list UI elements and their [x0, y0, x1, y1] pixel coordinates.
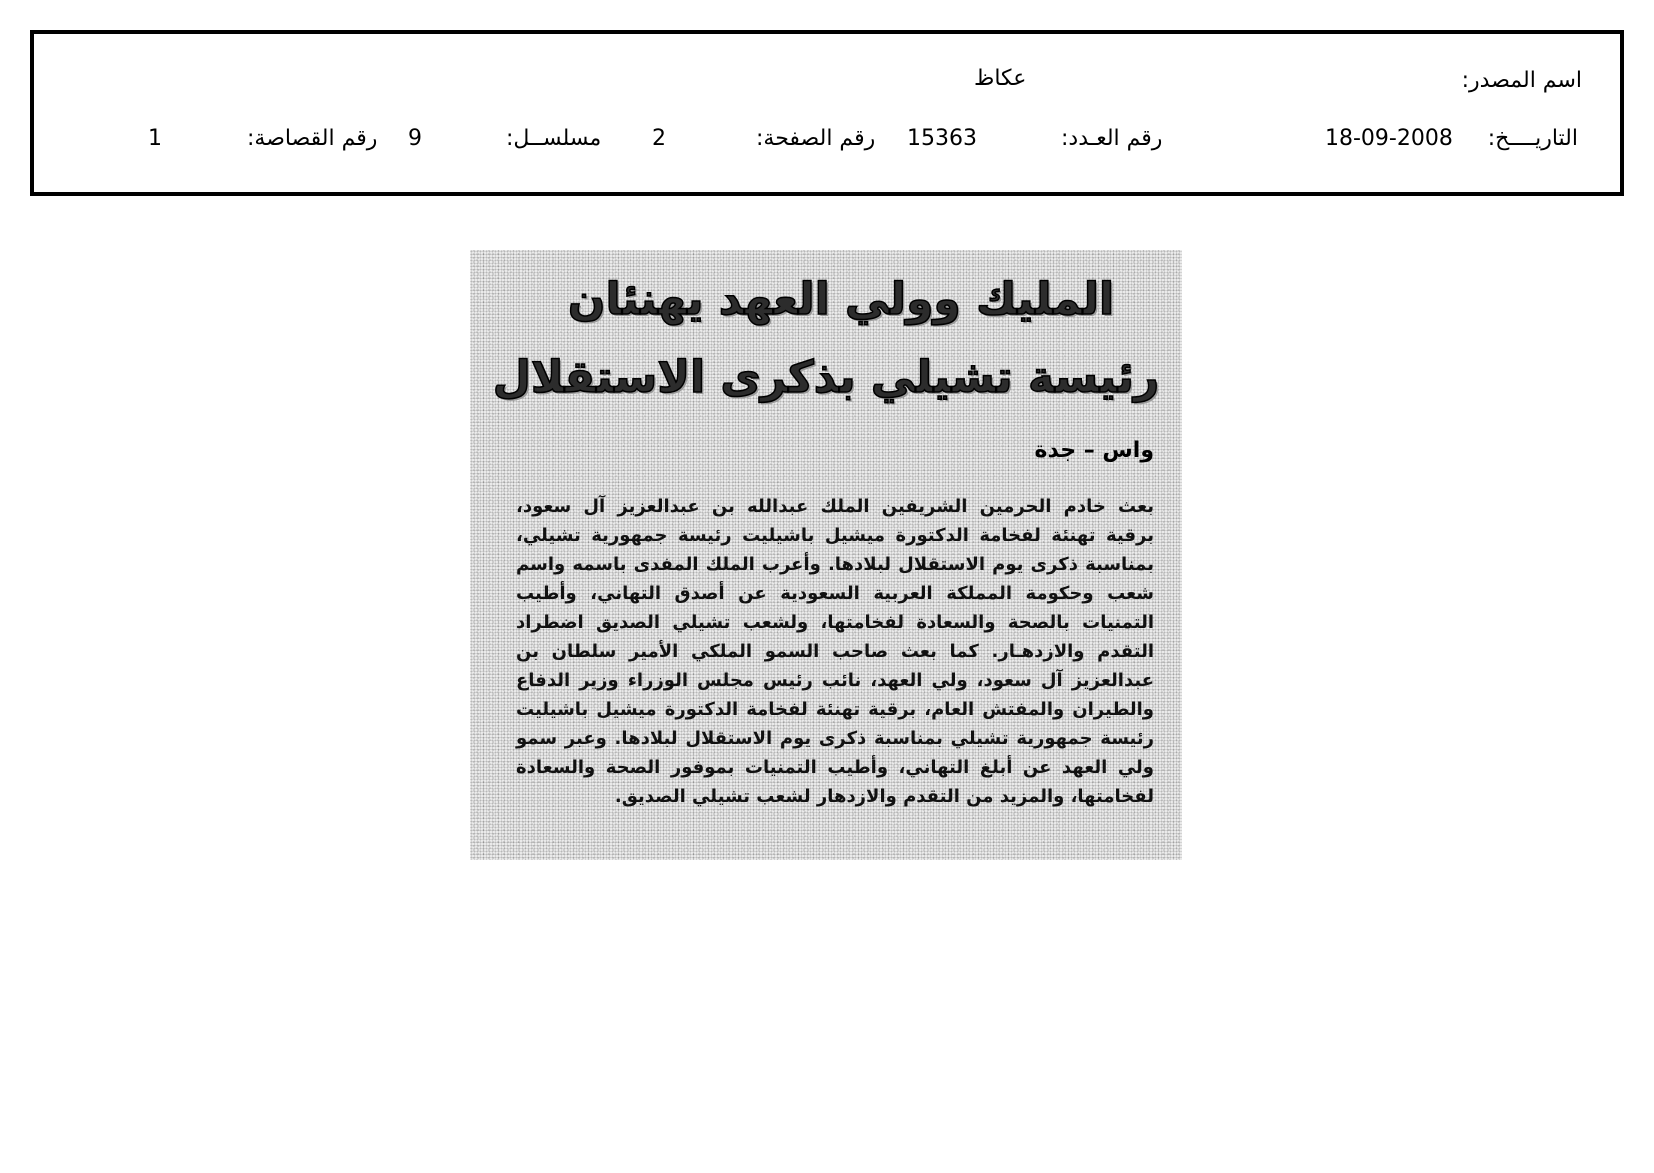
source-label: اسم المصدر:: [1461, 68, 1582, 93]
clipping-number-label: رقم القصاصة:: [247, 126, 378, 151]
headline-line-2: رئيسة تشيلي بذكرى الاستقلال: [492, 352, 1160, 403]
document-header-box: [30, 30, 1624, 196]
article-dateline: واس – جدة: [1034, 438, 1154, 463]
date-label: التاريــــخ:: [1487, 126, 1578, 151]
clipping-number-value: 1: [148, 126, 162, 151]
headline-line-1: المليك وولي العهد يهنئان: [567, 274, 1115, 325]
date-value: 18-09-2008: [1325, 126, 1453, 151]
page-number-label: رقم الصفحة:: [756, 126, 876, 151]
newspaper-clipping: [470, 250, 1182, 860]
issue-number-value: 15363: [907, 126, 977, 151]
serial-value: 9: [408, 126, 422, 151]
article-body: بعث خادم الحرمين الشريفين الملك عبدالله بن عبدالعزيز آل سعود، برقية تهنئة لفخامة الدكتورة ميشيل باشيليت رئيسة جمهورية تشيلي، بمناسبة ذكرى يوم الاستقلال لبلادها. وأعرب الملك المفدى باسمه واسم شعب وحكومة المملكة العربية السعودية عن أصدق التهاني، وأطيب التمنيات بالصحة والسعادة لفخامتها، ولشعب تشيلي الصديق اضطراد التقدم والازدهـار. كما بعث صاحب السمو الملكي الأمير سلطان بن عبدالعزيز آل سعود، ولي العهد، نائب رئيس مجلس الوزراء وزير الدفاع والطيران والمفتش العام، برقية تهنئة لفخامة الدكتورة ميشيل باشيليت رئيسة جمهورية تشيلي بمناسبة ذكرى يوم الاستقلال لبلادها. وعبر سمو ولي العهد عن أبلغ التهاني، وأطيب التمنيات بموفور الصحة والسعادة لفخامتها، والمزيد من التقدم والازدهار لشعب تشيلي الصديق.: [516, 496, 1154, 807]
page-number-value: 2: [652, 126, 666, 151]
source-value: عكاظ: [974, 66, 1027, 91]
serial-label: مسلســل:: [506, 126, 602, 151]
issue-number-label: رقم العـدد:: [1061, 126, 1163, 151]
